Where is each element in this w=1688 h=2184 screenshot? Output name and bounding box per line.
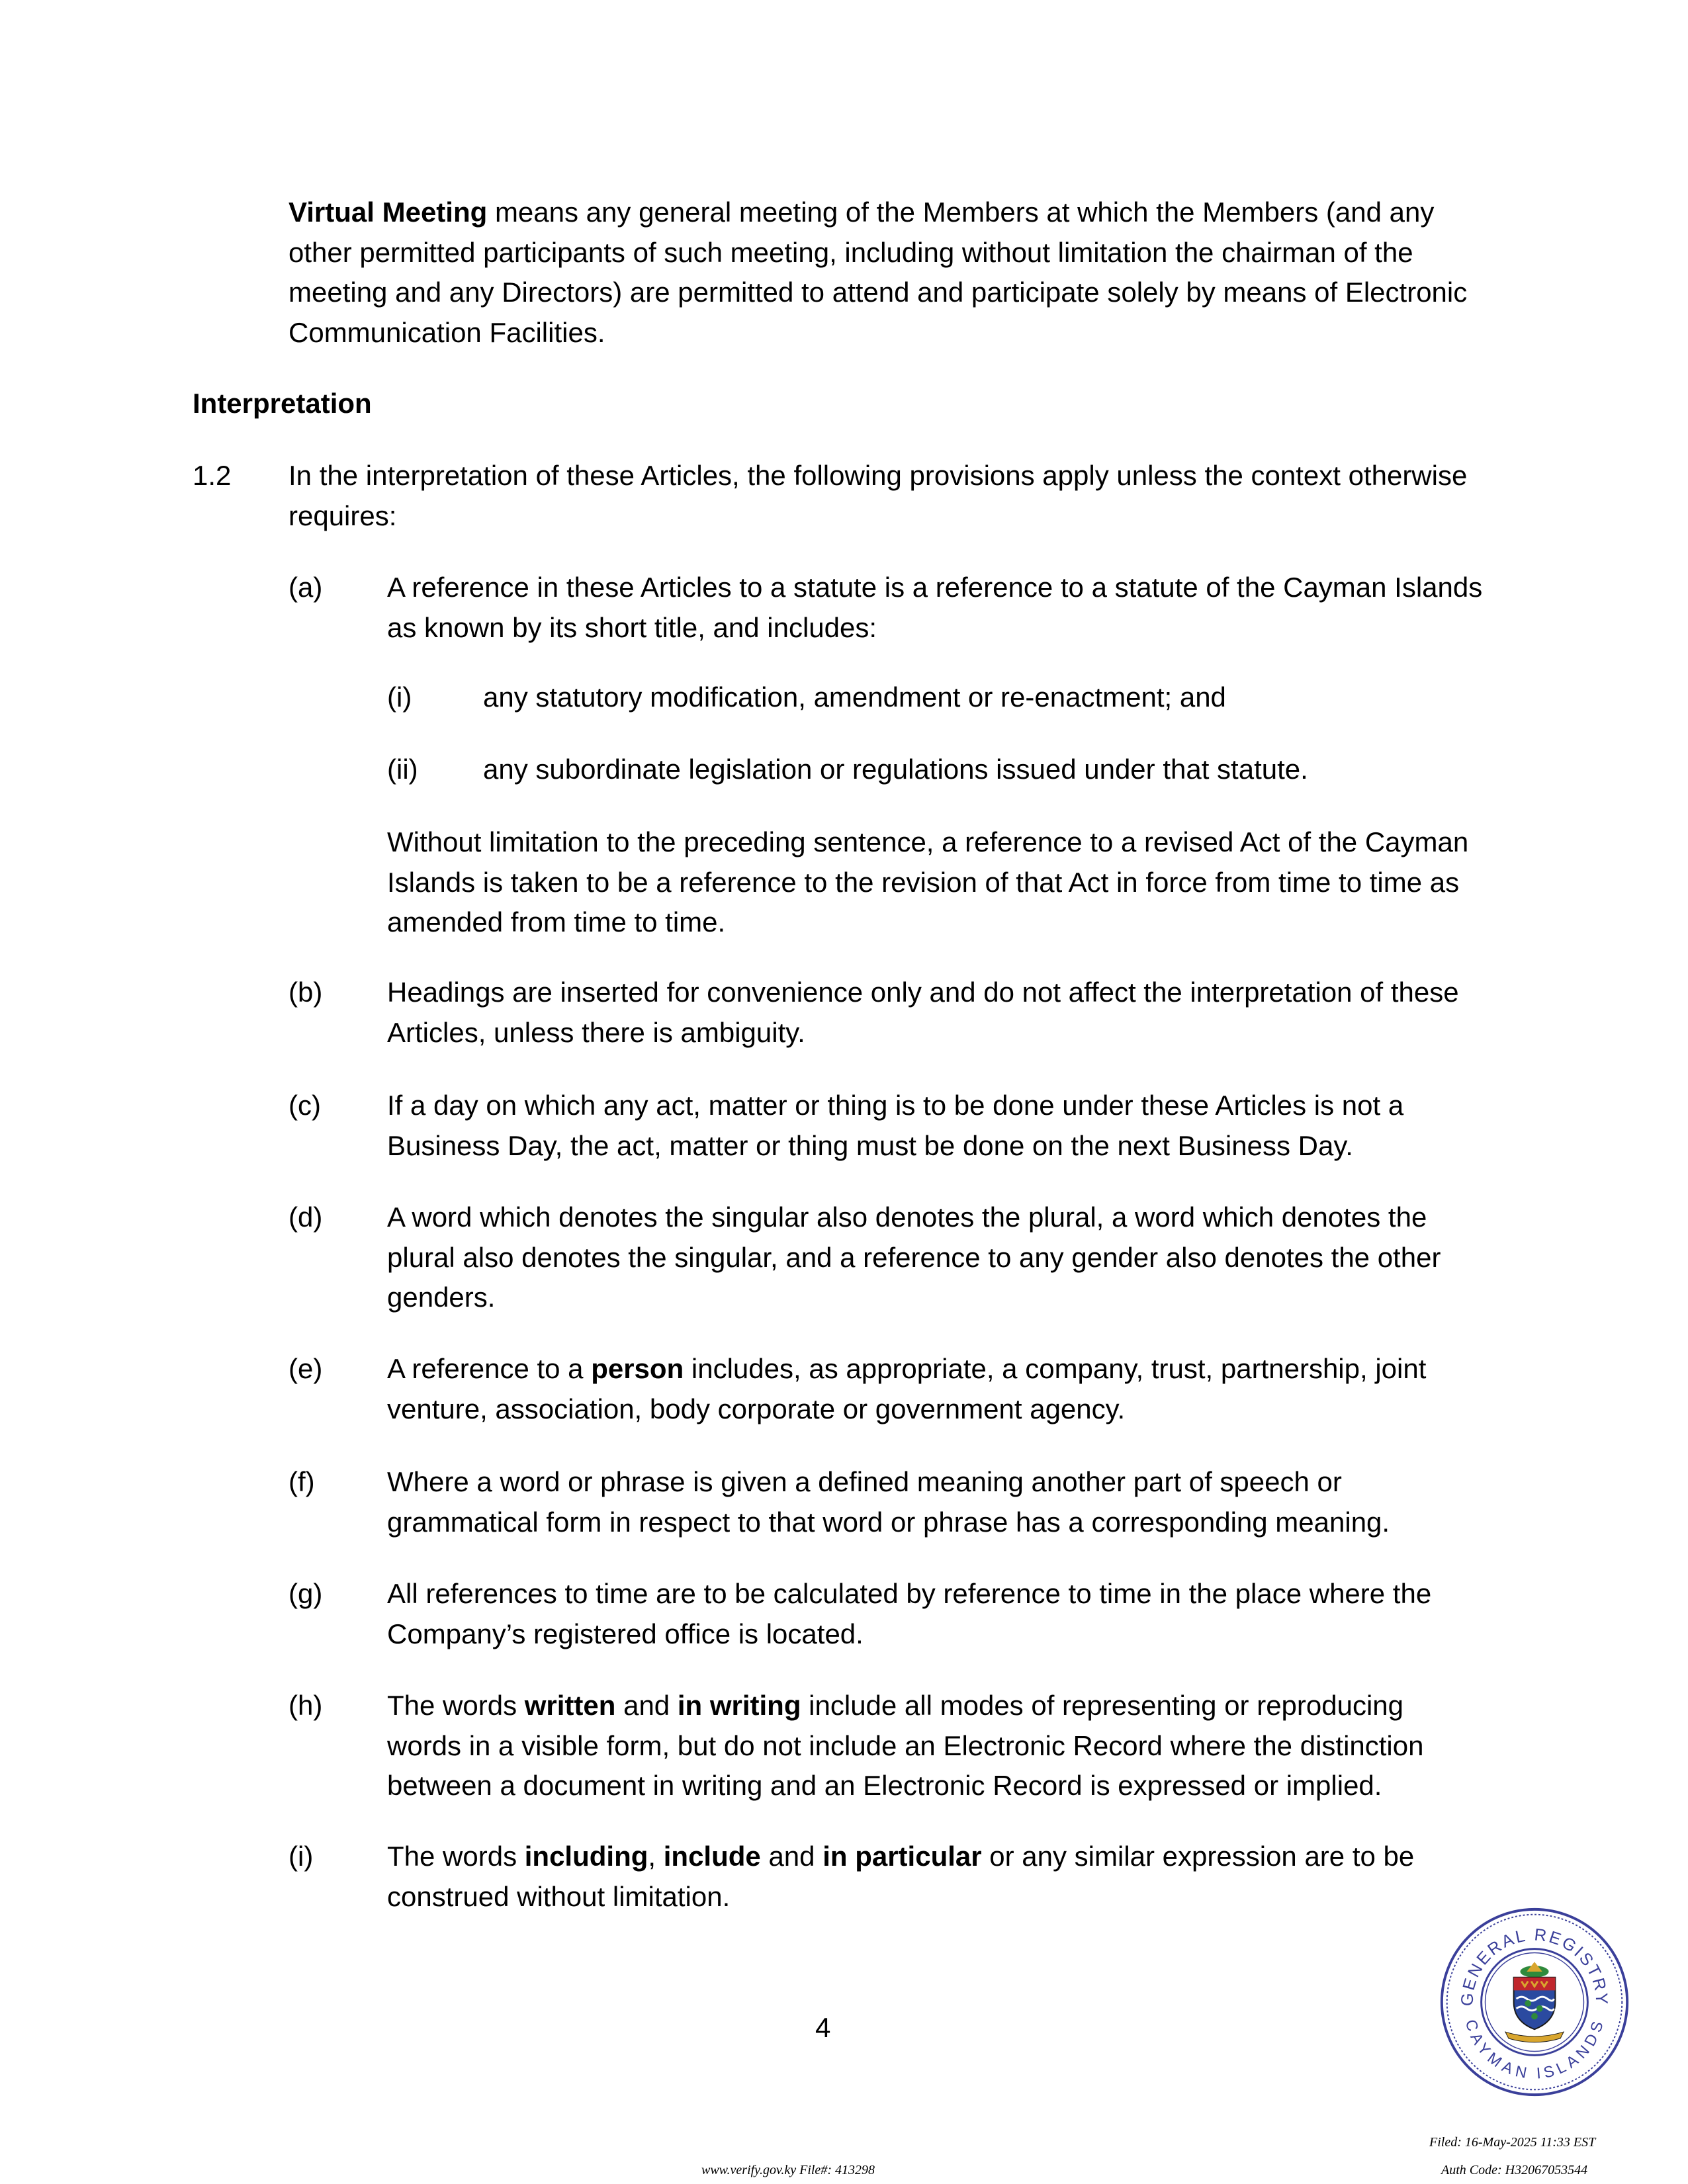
section-heading-interpretation: Interpretation (193, 388, 372, 419)
item-a-text: A reference in these Articles to a statute is a reference to a statute of the Cayman Islands as known by its short title, and includes: (387, 572, 1483, 643)
definition-virtual-meeting (289, 193, 1484, 353)
item-d-text: A word which denotes the singular also denotes the plural, a word which denotes the plural also denotes the singular, and a reference to any gender also denotes the other genders. (387, 1201, 1441, 1313)
text-run: , (648, 1841, 664, 1872)
item-label: (g) (289, 1578, 323, 1609)
defined-term: in writing (677, 1690, 801, 1721)
seal-bottom-text: CAYMAN ISLANDS (1462, 2017, 1607, 2082)
text-run: and (760, 1841, 823, 1872)
page-number: 4 (815, 2012, 831, 2043)
item-f-text: Where a word or phrase is given a defined meaning another part of speech or grammatical form in respect to that word or phrase has a corresponding meaning. (387, 1466, 1390, 1538)
defined-term: written (524, 1690, 616, 1721)
item-label: (a) (289, 572, 323, 603)
text-run: and (615, 1690, 678, 1721)
footer-verify-file: www.verify.gov.ky File#: 413298 (701, 2163, 875, 2177)
clause-1-2-text: In the interpretation of these Articles, the following provisions apply unless the context otherwise requires: (289, 460, 1468, 531)
item-label: (c) (289, 1090, 321, 1121)
text-run: The words (387, 1690, 525, 1721)
defined-term: including (524, 1841, 648, 1872)
text-run: include all modes of representing or reproducing words in a visible form, but do not include an Electronic Record where the distinction between a document in writing and an Electronic Record is expressed or implied. (387, 1690, 1424, 1801)
subitem-ii-text: any subordinate legislation or regulations issued under that statute. (483, 754, 1308, 785)
item-label: (i) (289, 1841, 314, 1872)
defined-term: include (663, 1841, 761, 1872)
subitem-label: (i) (387, 681, 412, 713)
text-run: A reference to a (387, 1353, 592, 1384)
item-i-text (387, 1837, 1484, 1917)
general-registry-seal-icon (1437, 1905, 1632, 2099)
seal-top-text: GENERAL REGISTRY (1458, 1925, 1611, 2007)
item-label: (e) (289, 1353, 323, 1384)
defined-term: person (591, 1353, 684, 1384)
defined-term: in particular (822, 1841, 982, 1872)
item-label: (d) (289, 1201, 323, 1233)
text-run: The words (387, 1841, 525, 1872)
text-run: includes, as appropriate, a company, trust, partnership, joint venture, association, body corporate or government agency. (387, 1353, 1427, 1424)
item-b-text: Headings are inserted for convenience only and do not affect the interpretation of these Articles, unless there is ambiguity. (387, 977, 1459, 1048)
defined-term: Virtual Meeting (289, 197, 488, 228)
footer-auth-code: Auth Code: H32067053544 (1441, 2163, 1588, 2177)
item-label: (b) (289, 977, 323, 1008)
text-run: or any similar expression are to be construed without limitation. (387, 1841, 1415, 1912)
clause-number: 1.2 (193, 460, 232, 491)
item-h-text (387, 1686, 1484, 1806)
item-e-text (387, 1349, 1484, 1429)
item-label: (h) (289, 1690, 323, 1721)
footer-filed-date: Filed: 16-May-2025 11:33 EST (1429, 2135, 1596, 2150)
subitem-label: (ii) (387, 754, 418, 785)
subitem-i-text: any statutory modification, amendment or re-enactment; and (483, 681, 1226, 713)
item-label: (f) (289, 1466, 315, 1497)
item-a-note: Without limitation to the preceding sentence, a reference to a revised Act of the Cayman Islands is taken to be a reference to the revision of that Act in force from time to time as amended from time to time. (387, 826, 1469, 938)
item-c-text: If a day on which any act, matter or thing is to be done under these Articles is not a Business Day, the act, matter or thing must be done on the next Business Day. (387, 1090, 1404, 1161)
item-g-text: All references to time are to be calculated by reference to time in the place where the Company’s registered office is located. (387, 1578, 1432, 1649)
definition-text: means any general meeting of the Members at which the Members (and any other permitted participants of such meeting, including without limitation the chairman of the meeting and any Directors) are permitted to attend and participate solely by means of Electronic Communication Facilities. (289, 197, 1468, 348)
